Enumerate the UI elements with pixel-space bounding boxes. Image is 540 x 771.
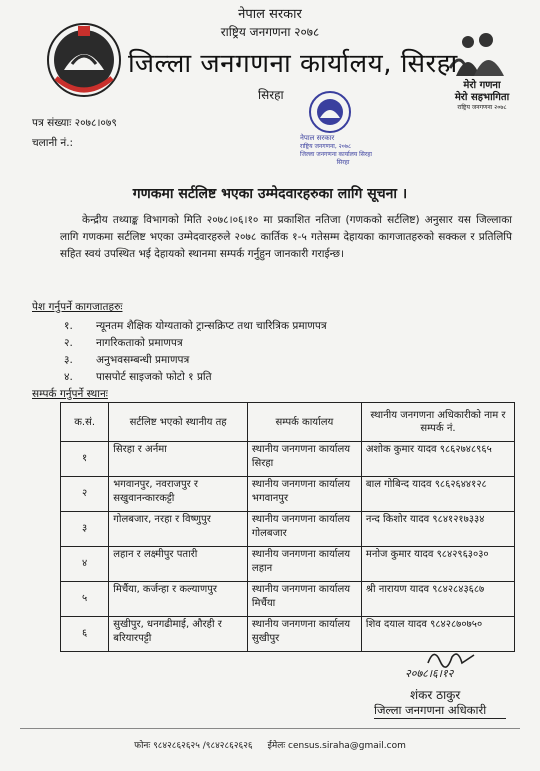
letter-number: पत्र संख्याः २०७८।०७९ [32, 117, 117, 129]
header-census: राष्ट्रिय जनगणना २०७८ [220, 25, 320, 39]
header-office: जिल्ला जनगणना कार्यालय, सिरहा [128, 49, 458, 79]
cell-officer: शिव दयाल यादव ९८४२८७०७५० [361, 617, 514, 652]
census-logo-line3: राष्ट्रिय जनगणना २०७८ [457, 104, 507, 111]
footer [0, 738, 540, 751]
list-item-text: अनुभवसम्बन्धी प्रमाणपत्र [96, 354, 190, 366]
contacts-heading: सम्पर्क गर्नुपर्ने स्थानः [32, 388, 108, 400]
col-header-serial: क.सं. [61, 403, 109, 442]
cell-local-level: गोलबजार, नरहा र विष्णुपुर [109, 512, 248, 547]
cell-contact-office: स्थानीय जनगणना कार्यालय लहान [247, 547, 361, 582]
signature-underline [374, 718, 506, 719]
col-header-officer: स्थानीय जनगणना अधिकारीको नाम र सम्पर्क नं. [361, 403, 514, 442]
office-seal [300, 88, 386, 174]
table-row [61, 477, 515, 512]
signatory-title: जिल्ला जनगणना अधिकारी [374, 703, 487, 717]
list-item-number: १. [64, 320, 73, 332]
list-item [64, 352, 327, 369]
notice-paragraph [60, 212, 512, 263]
census-logo-line1: मेरो गणना [463, 80, 501, 91]
col-header-local-level: सर्टलिष्ट भएको स्थानीय तह [109, 403, 248, 442]
seal-emblem-icon [300, 88, 386, 138]
notice-title: गणकमा सर्टलिष्ट भएका उम्मेदवारहरुका लागि सूचना । [132, 186, 408, 202]
footer-email: ईमेलः census.siraha@gmail.com [267, 741, 406, 751]
list-item [64, 318, 327, 335]
list-item-text: पासपोर्ट साइजको फोटो १ प्रति [96, 371, 212, 383]
cell-serial: ६ [61, 617, 109, 652]
list-item-text: न्यूनतम शैक्षिक योग्यताको ट्रान्सक्रिप्ट तथा चारित्रिक प्रमाणपत्र [96, 320, 327, 332]
cell-officer: नन्द किशोर यादव ९८४१२१७३३४ [361, 512, 514, 547]
list-item-number: ४. [64, 371, 73, 383]
cell-contact-office: स्थानीय जनगणना कार्यालय भगवानपुर [247, 477, 361, 512]
cell-contact-office: स्थानीय जनगणना कार्यालय गोलबजार [247, 512, 361, 547]
signature-date: २०७८।६।१२ [405, 667, 454, 680]
list-item [64, 335, 327, 352]
list-item-number: २. [64, 337, 73, 349]
list-item-text: नागरिकताको प्रमाणपत्र [96, 337, 183, 349]
cell-serial: ४ [61, 547, 109, 582]
table-row [61, 582, 515, 617]
footer-divider [20, 728, 520, 729]
cell-serial: २ [61, 477, 109, 512]
table-header-row [61, 403, 515, 442]
list-item [64, 369, 327, 386]
footer-phone: फोनः ९८४२८६२६२५ /९८४२८६२६२६ [134, 741, 253, 751]
cell-local-level: लहान र लक्ष्मीपुर पतारी [109, 547, 248, 582]
cell-contact-office: स्थानीय जनगणना कार्यालय मिर्चैया [247, 582, 361, 617]
table-row [61, 442, 515, 477]
signatory-name: शंकर ठाकुर [410, 688, 461, 702]
dispatch-number: चलानी नं.: [32, 137, 74, 149]
documents-list [64, 318, 327, 386]
cell-contact-office: स्थानीय जनगणना कार्यालय सुखीपुर [247, 617, 361, 652]
cell-officer: अशोक कुमार यादव ९८६२७४८९६५ [361, 442, 514, 477]
cell-local-level: भगवानपुर, नवराजपुर र सखुवानन्कारकट्टी [109, 477, 248, 512]
cell-contact-office: स्थानीय जनगणना कार्यालय सिरहा [247, 442, 361, 477]
table-row [61, 512, 515, 547]
notice-paragraph-rest: यस जिल्लाका लागि गणकमा सर्टलिष्ट भएका उम्मेदवारहरुले २०७८ कार्तिक १-५ गतेसम्म देहायका कागजातहरुको सक्कल र प्रतिलिपि सहित स्वयं उपस्थित भई देहायको स्थानमा सम्पर्क गर्नुहुन जानकारी गराईन्छ। [60, 214, 512, 260]
seal-line3: जिल्ला जनगणना कार्यालय सिरहा [300, 151, 372, 158]
seal-line4: सिरहा [336, 159, 350, 166]
list-item-number: ३. [64, 354, 73, 366]
cell-serial: १ [61, 442, 109, 477]
cell-officer: मनोज कुमार यादव ९८४२९६३०३० [361, 547, 514, 582]
header-govt: नेपाल सरकार [238, 7, 302, 22]
header-place: सिरहा [258, 88, 284, 102]
seal-line1: नेपाल सरकार [300, 134, 335, 142]
cell-local-level: मिर्चैया, कर्जन्हा र कल्याणपुर [109, 582, 248, 617]
cell-officer: बाल गोबिन्द यादव ९८६२६४४१२८ [361, 477, 514, 512]
col-header-contact-office: सम्पर्क कार्यालय [247, 403, 361, 442]
census-logo-line2: मेरो सहभागिता [454, 92, 510, 103]
cell-serial: ३ [61, 512, 109, 547]
contacts-table [60, 402, 515, 652]
documents-heading: पेश गर्नुपर्ने कागजातहरुः [32, 301, 123, 313]
cell-officer: श्री नारायण यादव ९८४२८४३६८७ [361, 582, 514, 617]
cell-serial: ५ [61, 582, 109, 617]
seal-line2: राष्ट्रिय जनगणना, २०७८ [300, 143, 352, 150]
notice-paragraph-first: केन्द्रीय तथ्याङ्क विभागको मिति २०७८।०६।१० मा प्रकाशित नतिजा (गणकको सर्टलिष्ट) अनुसार [82, 214, 453, 226]
table-row [61, 547, 515, 582]
cell-local-level: सुखीपुर, धनगढीमाई, औरही र बरियारपट्टी [109, 617, 248, 652]
cell-local-level: सिरहा र अर्नमा [109, 442, 248, 477]
